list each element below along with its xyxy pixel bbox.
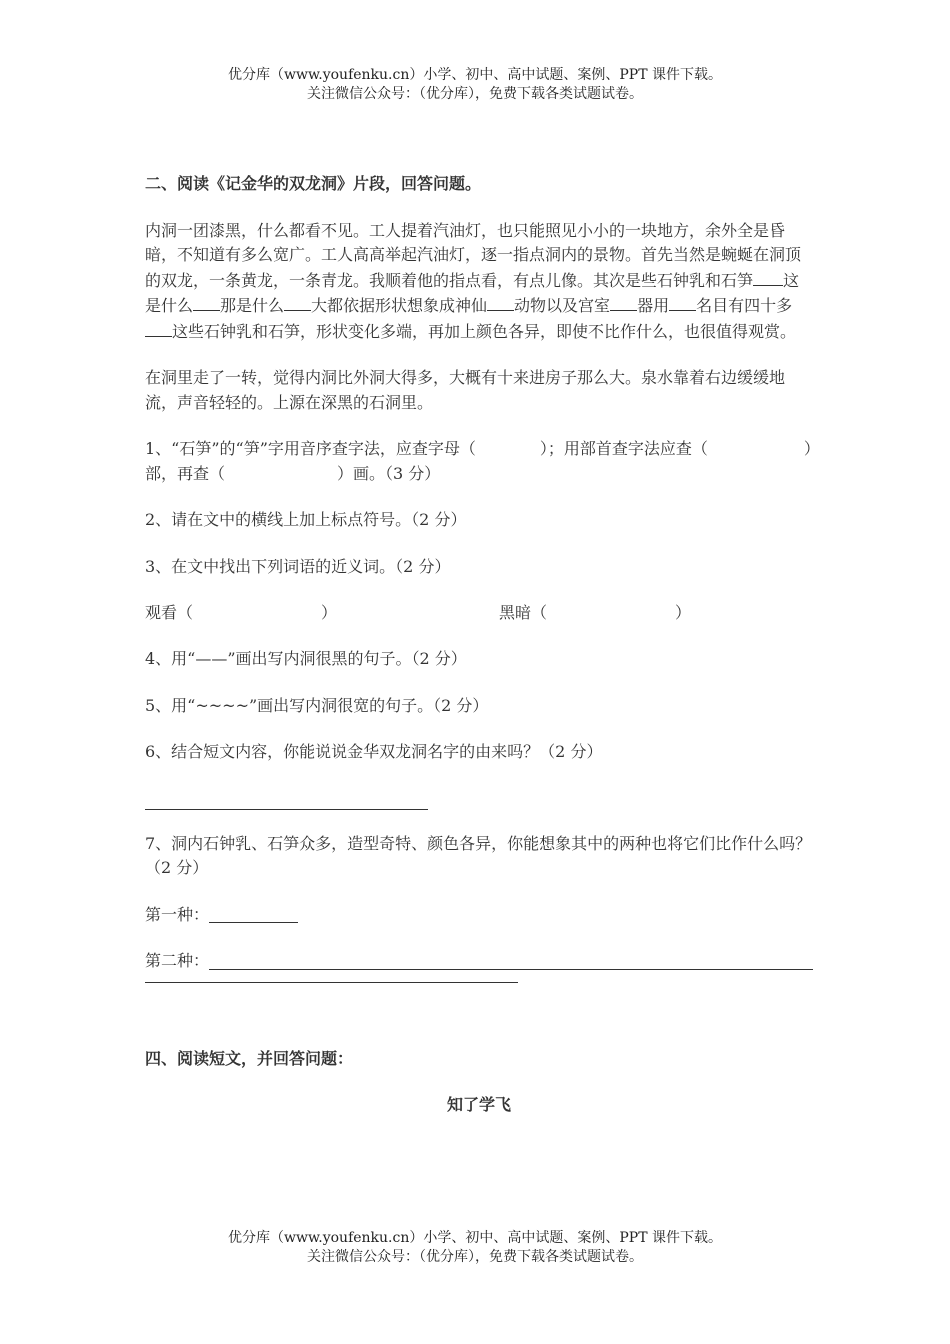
punctuation-blank-1[interactable]: [753, 268, 783, 286]
question-3: 3、在文中找出下列词语的近义词。（2 分）: [145, 556, 451, 576]
question-4: 4、用“——”画出写内洞很黑的句子。（2 分）: [145, 649, 467, 668]
header-line-2: 关注微信公众号：（优分库），免费下载各类试题试卷。: [307, 86, 643, 102]
question-6: 6、结合短文内容，你能说说金华双龙洞名字的由来吗？（2 分）: [145, 742, 603, 761]
footer-line-1: 优分库（www.youfenku.cn）小学、初中、高中试题、案例、PPT 课件下载。: [227, 1230, 722, 1246]
punctuation-blank-5[interactable]: [610, 293, 637, 311]
first-answer-row: [145, 903, 298, 928]
question-7: 7、洞内石钟乳、石笋众多，造型奇特、颜色各异，你能想象其中的两种也将它们比作什么吗？（2 分）: [145, 833, 812, 877]
second-answer-row: [145, 949, 813, 974]
section-4-title: 四、阅读短文，并回答问题：: [145, 1048, 354, 1068]
question-1: 1、“石笋”的“笋”字用音序查字法，应查字母（ ）；用部首查字法应查（ ）部，再查（ ）画。（3 分）: [145, 439, 812, 483]
document-body: [145, 172, 813, 1118]
second-answer-line-continued[interactable]: [145, 974, 518, 983]
punctuation-blank-2[interactable]: [193, 293, 220, 311]
punctuation-blank-7[interactable]: [145, 319, 172, 337]
second-answer-line[interactable]: [209, 952, 813, 970]
second-answer-label: 第二种：: [145, 951, 210, 970]
synonym-answers: [145, 601, 813, 625]
story-title: 知了学飞: [446, 1095, 511, 1114]
question-6-answer-line[interactable]: [145, 795, 428, 810]
footer-line-2: 关注微信公众号：（优分库），免费下载各类试题试卷。: [307, 1249, 643, 1265]
passage-paragraph-1: 内洞一团漆黑，什么都看不见。工人提着汽油灯，也只能照见小小的一块地方，余外全是昏暗，不知道有多么宽广。工人高高举起汽油灯，逐一指点洞内的景物。首先当然是蜿蜒在洞顶的双龙，一条黄龙，一条青龙。我顺着他的指点看，有点儿像。其次是些石钟乳和石笋 这是什么 那是什么 大都依据形状想象成神仙 动物以及宫室 器用 名目有四十多这些石钟乳和石笋，形状变化多端，再加上颜色各异，即使不比作什么，也很值得观赏。: [145, 220, 802, 341]
punctuation-blank-3[interactable]: [284, 293, 311, 311]
passage-paragraph-2: 在洞里走了一转，觉得内洞比外洞大得多，大概有十来进房子那么大。泉水靠着右边缓缓地流，声音轻轻的。上源在深黑的石洞里。: [145, 368, 786, 412]
first-answer-label: 第一种：: [145, 904, 210, 924]
punctuation-blank-4[interactable]: [487, 293, 514, 311]
first-answer-line[interactable]: [209, 905, 298, 923]
synonym-watch-answer[interactable]: 观看（ ）: [145, 603, 338, 622]
header-line-1: 优分库（www.youfenku.cn）小学、初中、高中试题、案例、PPT 课件下载。: [227, 67, 722, 83]
question-5: 5、用“~~~~”画出写内洞很宽的句子。（2 分）: [145, 695, 489, 715]
page-footer: [0, 1229, 950, 1267]
section-2-title: 二、阅读《记金华的双龙洞》片段，回答问题。: [145, 174, 482, 193]
page-header: [0, 66, 950, 104]
punctuation-blank-6[interactable]: [669, 293, 696, 311]
synonym-dark-answer[interactable]: 黑暗（ ）: [499, 603, 692, 622]
question-2: 2、请在文中的横线上加上标点符号。（2 分）: [145, 510, 467, 529]
